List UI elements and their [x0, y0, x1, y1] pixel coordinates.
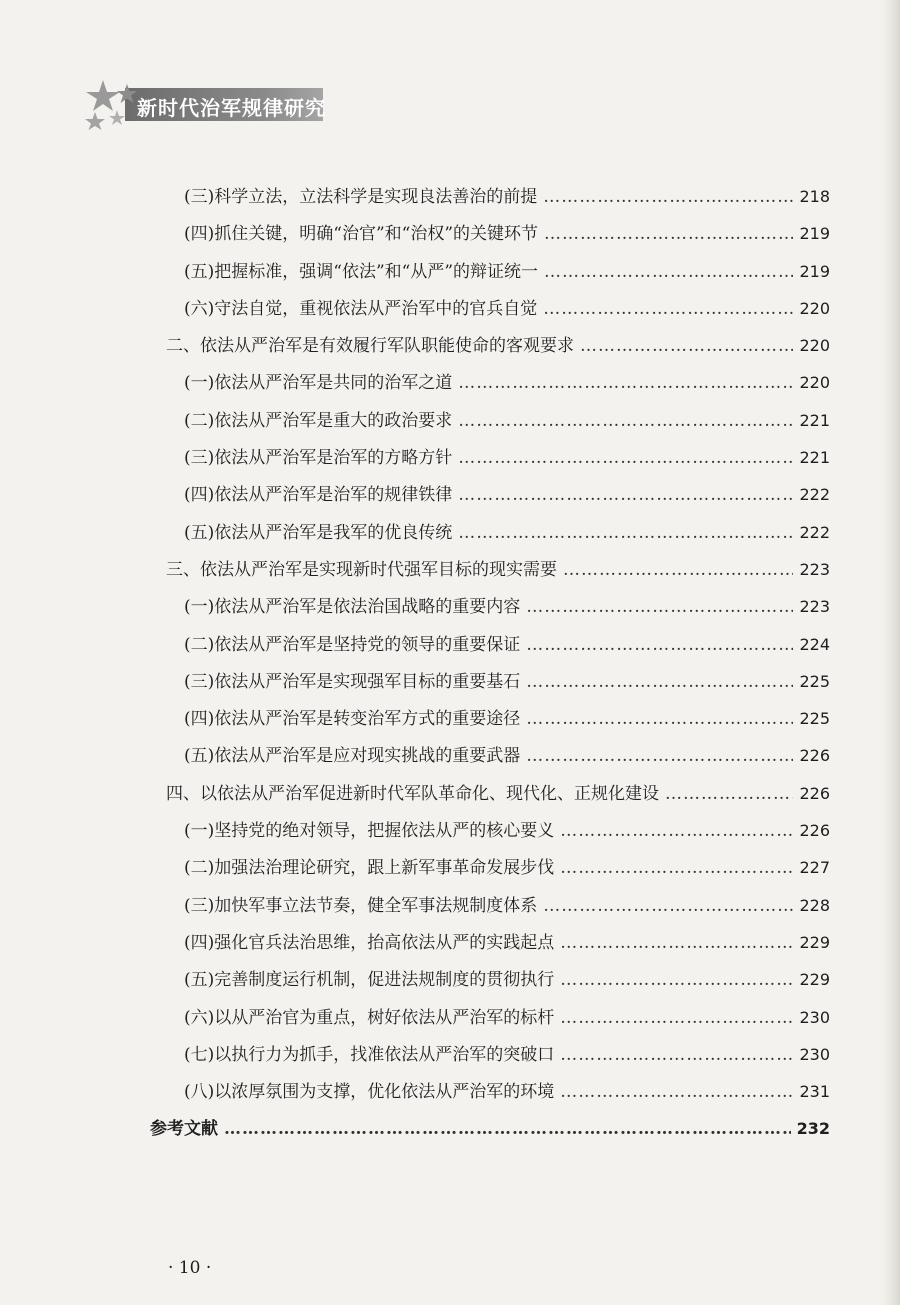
toc-leader-dots	[458, 373, 793, 393]
toc-leader-dots	[665, 784, 793, 804]
toc-section-entry	[150, 331, 830, 368]
page-number: · 10 ·	[168, 1258, 212, 1278]
toc-page-number: 232	[796, 1119, 830, 1139]
toc-page-number: 228	[799, 895, 830, 915]
toc-subsection-entry	[150, 294, 830, 331]
table-of-contents	[150, 182, 830, 1152]
toc-entry-title: (五)把握标准，强调“依法”和“从严”的辩证统一	[184, 261, 539, 282]
toc-leader-dots	[563, 560, 793, 580]
toc-page-number: 227	[799, 858, 830, 878]
toc-subsection-entry	[150, 891, 830, 928]
toc-page-number: 219	[799, 261, 830, 281]
toc-leader-dots	[224, 1119, 791, 1139]
toc-leader-dots	[560, 1045, 793, 1065]
toc-subsection-entry	[150, 1040, 830, 1077]
toc-page-number: 222	[799, 485, 830, 505]
toc-page-number: 220	[799, 298, 830, 318]
toc-subsection-entry	[150, 443, 830, 480]
toc-page-number: 231	[799, 1082, 830, 1102]
running-header	[85, 78, 325, 124]
toc-leader-dots	[526, 709, 793, 729]
toc-leader-dots	[458, 411, 793, 431]
toc-subsection-entry	[150, 368, 830, 405]
toc-leader-dots	[560, 1008, 793, 1028]
toc-subsection-entry	[150, 630, 830, 667]
toc-page-number: 229	[799, 970, 830, 990]
toc-leader-dots	[543, 187, 793, 207]
toc-page-number: 223	[799, 559, 830, 579]
toc-leader-dots	[458, 485, 793, 505]
toc-entry-title: (二)依法从严治军是重大的政治要求	[184, 410, 453, 431]
toc-section-entry	[150, 555, 830, 592]
toc-subsection-entry	[150, 816, 830, 853]
toc-page-number: 219	[799, 224, 830, 244]
toc-entry-title: (一)依法从严治军是共同的治军之道	[184, 373, 453, 394]
toc-leader-dots	[526, 597, 793, 617]
toc-entry-title: 三、依法从严治军是实现新时代强军目标的现实需要	[166, 559, 557, 580]
toc-leader-dots	[544, 224, 793, 244]
toc-subsection-entry	[150, 518, 830, 555]
toc-subsection-entry	[150, 257, 830, 294]
toc-entry-title: (二)依法从严治军是坚持党的领导的重要保证	[184, 634, 521, 655]
toc-subsection-entry	[150, 406, 830, 443]
toc-leader-dots	[526, 635, 793, 655]
toc-leader-dots	[526, 672, 793, 692]
toc-leader-dots	[560, 970, 793, 990]
toc-leader-dots	[544, 262, 793, 282]
toc-entry-title: (四)抓住关键，明确“治官”和“治权”的关键环节	[184, 224, 539, 245]
toc-leader-dots	[560, 1082, 793, 1102]
toc-leader-dots	[560, 933, 793, 953]
page-edge	[882, 0, 900, 1305]
toc-page-number: 221	[799, 410, 830, 430]
toc-page-number: 221	[799, 448, 830, 468]
toc-page-number: 226	[799, 746, 830, 766]
toc-entry-title: (五)依法从严治军是我军的优良传统	[184, 522, 453, 543]
toc-entry-title: (一)坚持党的绝对领导，把握依法从严的核心要义	[184, 821, 555, 842]
toc-leader-dots	[458, 523, 793, 543]
toc-subsection-entry	[150, 219, 830, 256]
toc-subsection-entry	[150, 965, 830, 1002]
toc-page-number: 220	[799, 336, 830, 356]
toc-entry-title: (五)完善制度运行机制，促进法规制度的贯彻执行	[184, 970, 555, 991]
book-title: 新时代治军规律研究	[137, 96, 326, 120]
toc-subsection-entry	[150, 592, 830, 629]
toc-subsection-entry	[150, 853, 830, 890]
toc-entry-title: (六)守法自觉，重视依法从严治军中的官兵自觉	[184, 298, 538, 319]
toc-leader-dots	[526, 746, 793, 766]
star-cluster-icon	[85, 78, 145, 130]
toc-section-entry	[150, 779, 830, 816]
toc-page-number: 218	[799, 187, 830, 206]
toc-page-number: 226	[799, 821, 830, 841]
toc-page-number: 225	[799, 709, 830, 729]
toc-page-number: 226	[799, 783, 830, 803]
toc-page-number: 222	[799, 522, 830, 542]
toc-subsection-entry	[150, 182, 830, 219]
toc-subsection-entry	[150, 741, 830, 778]
toc-page-number: 230	[799, 1007, 830, 1027]
toc-page-number: 230	[799, 1044, 830, 1064]
toc-references-entry	[150, 1114, 830, 1151]
toc-entry-title: (五)依法从严治军是应对现实挑战的重要武器	[184, 746, 521, 767]
toc-page-number: 225	[799, 671, 830, 691]
toc-subsection-entry	[150, 1003, 830, 1040]
toc-entry-title: (四)强化官兵法治思维，抬高依法从严的实践起点	[184, 932, 555, 953]
toc-subsection-entry	[150, 480, 830, 517]
toc-entry-title: 四、以依法从严治军促进新时代军队革命化、现代化、正规化建设	[166, 783, 659, 804]
toc-subsection-entry	[150, 667, 830, 704]
toc-entry-title: (四)依法从严治军是治军的规律铁律	[184, 485, 453, 506]
toc-leader-dots	[580, 336, 793, 356]
toc-leader-dots	[543, 299, 793, 319]
toc-entry-title: (一)依法从严治军是依法治国战略的重要内容	[184, 597, 521, 618]
toc-entry-title: (三)加快军事立法节奏，健全军事法规制度体系	[184, 895, 538, 916]
toc-page-number: 229	[799, 932, 830, 952]
toc-page-number: 223	[799, 597, 830, 617]
toc-entry-title: (三)科学立法，立法科学是实现良法善治的前提	[184, 187, 538, 207]
toc-entry-title: (三)依法从严治军是实现强军目标的重要基石	[184, 671, 521, 692]
toc-leader-dots	[543, 896, 793, 916]
toc-entry-title: (六)以从严治官为重点，树好依法从严治军的标杆	[184, 1007, 555, 1028]
toc-entry-title: (七)以执行力为抓手，找准依法从严治军的突破口	[184, 1044, 555, 1065]
toc-page-number: 224	[799, 634, 830, 654]
toc-leader-dots	[560, 821, 793, 841]
toc-entry-title: 参考文献	[150, 1119, 218, 1140]
toc-subsection-entry	[150, 928, 830, 965]
toc-subsection-entry	[150, 1077, 830, 1114]
toc-leader-dots	[458, 448, 793, 468]
toc-entry-title: (八)以浓厚氛围为支撑，优化依法从严治军的环境	[184, 1082, 555, 1103]
toc-entry-title: (三)依法从严治军是治军的方略方针	[184, 448, 453, 469]
toc-leader-dots	[560, 858, 793, 878]
toc-entry-title: (四)依法从严治军是转变治军方式的重要途径	[184, 709, 521, 730]
toc-entry-title: 二、依法从严治军是有效履行军队职能使命的客观要求	[166, 336, 574, 357]
toc-page-number: 220	[799, 373, 830, 393]
toc-subsection-entry	[150, 704, 830, 741]
toc-entry-title: (二)加强法治理论研究，跟上新军事革命发展步伐	[184, 858, 555, 879]
